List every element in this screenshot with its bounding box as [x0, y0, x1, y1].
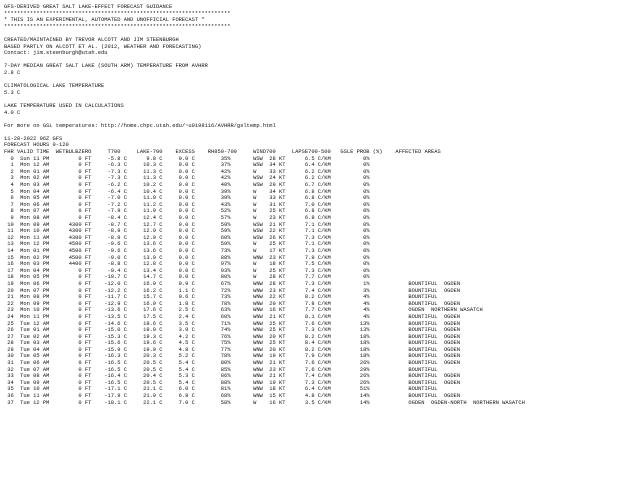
table-row: 36 Tue 11 AM 0 FT -17.9 C 21.9 C 6.8 C 68% WNW 15 KT 4.8 C/KM 14% BOUNTIFUL OGDEN	[4, 393, 461, 400]
table-row: 13 Mon 12 PM 4500 FT -9.6 C 13.6 C 0.0 C 59% W 25 KT 7.1 C/KM 0%	[4, 241, 370, 248]
table-row: 25 Tue 12 AM 0 FT -14.6 C 18.6 C 3.5 C 71% WNW 25 KT 7.6 C/KM 13% BOUNTIFUL OGDEN	[4, 320, 461, 327]
table-row: 15 Mon 02 PM 4500 FT -9.0 C 13.0 C 0.0 C 88% WNW 23 KT 7.9 C/KM 0%	[4, 254, 370, 261]
calc-label: LAKE TEMPERATURE USED IN CALCULATIONS	[4, 102, 124, 109]
climo-label: CLIMATOLOGICAL LAKE TEMPERATURE	[4, 83, 105, 90]
experimental-notice: * THIS IS AN EXPERIMENTAL, AUTOMATED AND UNOFFICIAL FORECAST *	[4, 17, 205, 24]
table-row: 35 Tue 10 AM 0 FT -17.1 C 21.1 C 6.0 C 81% WNW 18 KT 6.4 C/KM 51% BOUNTIFUL	[4, 386, 438, 393]
table-row: 21 Mon 08 PM 0 FT -11.7 C 15.7 C 0.6 C 73% WNW 22 KT 8.2 C/KM 4% BOUNTIFUL	[4, 294, 438, 301]
table-row: 0 Sun 11 PM 0 FT -5.8 C 9.8 C 0.0 C 35% WSW 28 KT 6.5 C/KM 0%	[4, 155, 370, 162]
table-row: 33 Tue 08 AM 0 FT -16.4 C 20.4 C 5.3 C 86% WNW 21 KT 7.4 C/KM 26% BOUNTIFUL OGDEN	[4, 373, 461, 380]
star-rule-bottom: **********************************************************************	[4, 23, 231, 30]
table-row: 16 Mon 03 PM 4400 FT -8.8 C 12.8 C 0.0 C 97% W 18 KT 7.5 C/KM 0%	[4, 261, 370, 268]
table-row: 28 Tue 03 AM 0 FT -15.6 C 19.6 C 4.5 C 75% WNW 25 KT 8.4 C/KM 18% BOUNTIFUL OGDEN	[4, 340, 461, 347]
table-row: 23 Mon 10 PM 0 FT -13.6 C 17.6 C 2.5 C 63% WNW 16 KT 7.7 C/KM 4% OGDEN NORTHERN WASATCH	[4, 307, 483, 314]
table-row: 37 Tue 12 PM 0 FT -18.1 C 22.1 C 7.0 C 58% W 16 KT 3.5 C/KM 14% OGDEN OGDEN-NORTH NORTHERN WASATCH	[4, 399, 525, 406]
table-row: 3 Mon 02 AM 0 FT -7.3 C 11.3 C 0.0 C 42% WSW 24 KT 6.2 C/KM 0%	[4, 175, 370, 182]
contact-email[interactable]: Contact: jim.steenburgh@utah.edu	[4, 50, 108, 57]
table-row: 4 Mon 03 AM 0 FT -6.2 C 10.2 C 0.0 C 40% WSW 29 KT 6.7 C/KM 0%	[4, 182, 370, 189]
lake-median-label: 7-DAY MEDIAN GREAT SALT LAKE (SOUTH ARM) TEMPERATURE FROM AVHRR	[4, 63, 208, 70]
table-row: 34 Tue 09 AM 0 FT -16.5 C 20.5 C 5.4 C 88% WNW 19 KT 7.3 C/KM 26% BOUNTIFUL OGDEN	[4, 379, 461, 386]
table-row: 29 Tue 04 AM 0 FT -15.9 C 19.9 C 4.8 C 77% WNW 20 KT 8.2 C/KM 18% BOUNTIFUL OGDEN	[4, 346, 461, 353]
table-row: 8 Mon 07 AM 0 FT -7.9 C 11.9 C 0.0 C 52% W 25 KT 6.8 C/KM 0%	[4, 208, 370, 215]
table-row: 9 Mon 08 AM 0 FT -8.4 C 12.4 C 0.0 C 57% W 23 KT 6.8 C/KM 0%	[4, 215, 370, 221]
table-row: 17 Mon 04 PM 0 FT -9.4 C 13.4 C 0.0 C 93% W 25 KT 7.3 C/KM 0%	[4, 267, 370, 274]
table-row: 6 Mon 05 AM 0 FT -7.0 C 11.0 C 0.0 C 39% W 33 KT 6.8 C/KM 0%	[4, 195, 370, 202]
calc-value: 4.0 C	[4, 109, 21, 116]
table-row: 19 Mon 06 PM 0 FT -12.0 C 16.0 C 0.9 C 67% WNW 28 KT 7.3 C/KM 1% BOUNTIFUL OGDEN	[4, 280, 461, 287]
table-row: 30 Tue 05 AM 0 FT -16.3 C 20.3 C 5.2 C 78% WNW 19 KT 7.9 C/KM 18% BOUNTIFUL OGDEN	[4, 353, 461, 360]
table-row: 14 Mon 01 PM 4500 FT -9.6 C 13.6 C 0.0 C 73% W 17 KT 7.3 C/KM 0%	[4, 247, 370, 254]
credits-line-2: BASED PARTLY ON ALCOTT ET AL. (2012, WEATHER AND FORECASTING)	[4, 43, 202, 50]
table-row: 22 Mon 09 PM 0 FT -12.9 C 16.9 C 1.8 C 78% WNW 20 KT 7.8 C/KM 4% BOUNTIFUL OGDEN	[4, 300, 461, 307]
credits-line-1: CREATED/MAINTAINED BY TREVOR ALCOTT AND JIM STEENBURGH	[4, 36, 179, 43]
table-header: FHR VALID TIME WETBULBZERO T700 LAKE-700 EXCESS RH850-700 WIND700 LAPSE700-500 GSLE PROB (%) AFFECTED AREAS	[4, 149, 441, 156]
table-row: 27 Tue 02 AM 0 FT -15.3 C 19.3 C 4.2 C 76% WNW 20 KT 8.2 C/KM 18% BOUNTIFUL OGDEN	[4, 333, 461, 340]
run-date: 11-28-2022 06Z GFS	[4, 135, 63, 142]
forecast-table	[4, 156, 639, 407]
table-row: 20 Mon 07 PM 0 FT -12.2 C 16.2 C 1.1 C 72% WNW 23 KT 7.4 C/KM 3% BOUNTIFUL OGDEN	[4, 287, 461, 294]
table-row: 24 Mon 11 PM 0 FT -13.5 C 17.5 C 2.4 C 60% WNW 21 KT 8.1 C/KM 4% BOUNTIFUL OGDEN	[4, 313, 461, 320]
table-row: 1 Mon 12 AM 0 FT -6.3 C 10.3 C 0.0 C 37% WSW 34 KT 6.4 C/KM 0%	[4, 162, 370, 169]
lake-median-value: 2.8 C	[4, 69, 21, 76]
climo-value: 5.3 C	[4, 89, 21, 96]
table-row: 32 Tue 07 AM 0 FT -16.5 C 20.5 C 5.4 C 85% WNW 23 KT 7.6 C/KM 29% BOUNTIFUL	[4, 366, 438, 373]
table-row: 2 Mon 01 AM 0 FT -7.3 C 11.3 C 0.0 C 42% W 33 KT 6.2 C/KM 0%	[4, 168, 370, 175]
table-row: 7 Mon 06 AM 0 FT -7.2 C 11.2 C 0.0 C 43% W 31 KT 7.0 C/KM 0%	[4, 201, 370, 208]
table-row: 10 Mon 09 AM 4300 FT -8.7 C 12.7 C 0.0 C 59% WSW 21 KT 7.1 C/KM 0%	[4, 221, 370, 228]
table-row: 31 Tue 06 AM 0 FT -16.5 C 20.5 C 5.4 C 80% WNW 21 KT 7.6 C/KM 26% BOUNTIFUL OGDEN	[4, 360, 461, 367]
table-row: 5 Mon 04 AM 0 FT -6.4 C 10.4 C 0.0 C 39% W 34 KT 6.8 C/KM 0%	[4, 188, 370, 195]
star-rule-top: **********************************************************************	[4, 10, 231, 17]
table-row: 18 Mon 05 PM 0 FT -10.7 C 14.7 C 0.0 C 80% W 28 KT 7.7 C/KM 0%	[4, 274, 370, 281]
forecast-hours: FORECAST HOURS 0-120	[4, 142, 69, 149]
more-info-link[interactable]: For more on GSL temperatures: http://home.chpc.utah.edu/~u0198116/AVHRR/gsltemp.html	[4, 122, 276, 129]
document-title: GFS-DERIVED GREAT SALT LAKE-EFFECT FORECAST GUIDANCE	[4, 4, 173, 10]
table-row: 11 Mon 10 AM 4300 FT -8.9 C 12.9 C 0.0 C 59% WSW 22 KT 7.1 C/KM 0%	[4, 228, 370, 235]
table-row: 26 Tue 01 AM 0 FT -15.0 C 19.0 C 3.9 C 74% WNW 25 KT 7.3 C/KM 13% BOUNTIFUL OGDEN	[4, 327, 461, 334]
table-row: 12 Mon 11 AM 4300 FT -8.9 C 12.9 C 0.0 C 60% WSW 26 KT 7.3 C/KM 0%	[4, 234, 370, 241]
